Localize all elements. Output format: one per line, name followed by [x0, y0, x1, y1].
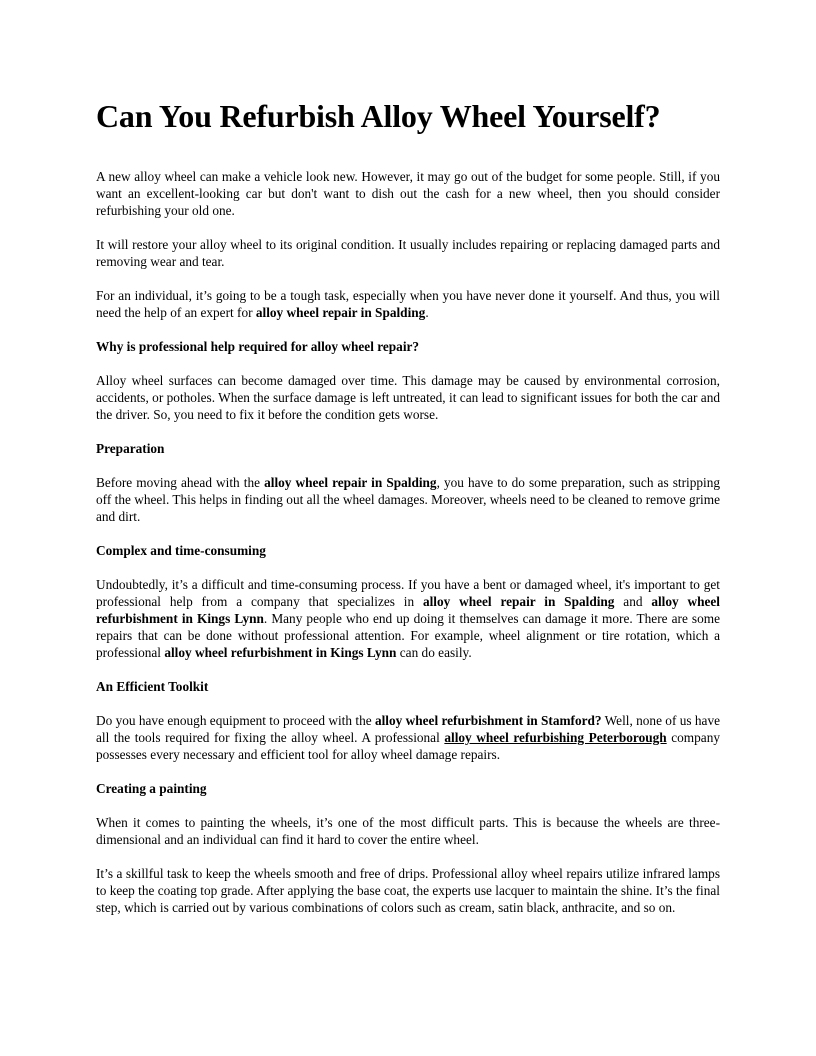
section-heading-painting: Creating a painting: [96, 781, 207, 796]
page-title: Can You Refurbish Alloy Wheel Yourself?: [96, 98, 661, 134]
document-page: [96, 98, 720, 933]
section-heading-complex: Complex and time-consuming: [96, 543, 266, 558]
text-run: , you have to do some preparation, such as stripping off the wheel. This helps in finding out all the wheel damages. Moreover, wheels need to be cleaned to remove grime and dirt.: [96, 475, 720, 524]
section-heading-why: Why is professional help required for alloy wheel repair?: [96, 339, 420, 354]
bold-keyword: alloy wheel refurbishment in Kings Lynn: [96, 594, 720, 626]
paragraph-skillful: It’s a skillful task to keep the wheels smooth and free of drips. Professional alloy wheel repairs utilize infrared lamps to keep the coating top grade. After applying the base coat, the experts use lacquer to maintain the shine. It’s the final step, which is carried out by various combinations of colors such as cream, satin black, anthracite, and so on.: [96, 866, 720, 915]
section-heading-preparation: Preparation: [96, 441, 165, 456]
text-run: Well, none of us have all the tools required for fixing the alloy wheel. A professional: [96, 713, 720, 745]
text-run: . Many people who end up doing it themselves can damage it more. There are some repairs that can be done without professional attention. For example, wheel alignment or tire rotation, which a professional: [96, 611, 721, 660]
bold-keyword: alloy wheel refurbishment in Kings Lynn: [164, 645, 397, 660]
text-run: Do you have enough equipment to proceed with the: [96, 713, 375, 728]
paragraph-individual: [96, 287, 720, 321]
text-run: Undoubtedly, it’s a difficult and time-consuming process. If you have a bent or damaged wheel, it's important to get professional help from a company that specializes in: [96, 577, 720, 609]
peterborough-link[interactable]: alloy wheel refurbishing Peterborough: [444, 730, 667, 745]
text-run: and: [614, 594, 652, 609]
paragraph-damage: Alloy wheel surfaces can become damaged over time. This damage may be caused by environmental corrosion, accidents, or potholes. When the surface damage is left untreated, it can lead to significant issues for both the car and the driver. So, you need to fix it before the condition gets worse.: [96, 373, 720, 422]
text-run: .: [425, 305, 429, 320]
text-run: can do easily.: [396, 645, 472, 660]
paragraph-painting: When it comes to painting the wheels, it’s one of the most difficult parts. This is because the wheels are three-dimensional and an individual can find it hard to cover the entire wheel.: [96, 815, 720, 847]
paragraph-preparation: [96, 474, 720, 525]
bold-keyword: alloy wheel repair in Spalding: [264, 475, 437, 490]
paragraph-toolkit: [96, 712, 720, 763]
paragraph-complex: [96, 576, 720, 661]
bold-keyword: alloy wheel repair in Spalding: [422, 594, 615, 609]
text-run: company possesses every necessary and efficient tool for alloy wheel damage repairs.: [96, 730, 720, 762]
paragraph-intro: A new alloy wheel can make a vehicle look new. However, it may go out of the budget for some people. Still, if you want an excellent-looking car but don't want to dish out the cash for a new wheel, then you should consider refurbishing your old one.: [96, 169, 720, 218]
text-run: Before moving ahead with the: [96, 475, 265, 490]
paragraph-restore: It will restore your alloy wheel to its original condition. It usually includes repairing or replacing damaged parts and removing wear and tear.: [96, 237, 720, 269]
section-heading-toolkit: An Efficient Toolkit: [96, 679, 209, 694]
bold-keyword: alloy wheel repair in Spalding: [255, 305, 426, 320]
bold-keyword: alloy wheel refurbishment in Stamford?: [374, 713, 602, 728]
text-run: For an individual, it’s going to be a tough task, especially when you have never done it yourself. And thus, you will need the help of an expert for: [96, 288, 720, 320]
